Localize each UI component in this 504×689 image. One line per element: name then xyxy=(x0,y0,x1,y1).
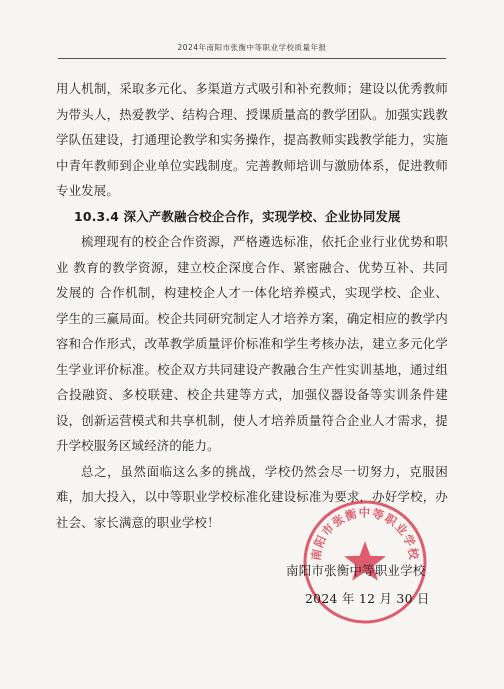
signature-date: 2024 年 12 月 30 日 xyxy=(305,591,430,606)
document-body xyxy=(56,76,448,535)
paragraph-conclusion: 总之，虽然面临这么多的挑战，学校仍然会尽一切努力，克服困难，加大投入，以中等职业学校标准化建设标准为要求，办好学校，办社会、家长满意的职业学校！ xyxy=(56,463,448,530)
section-heading: 10.3.4 深入产教融合校企合作，实现学校、企业协同发展 xyxy=(74,208,401,224)
paragraph-continuation: 用人机制，采取多元化、多渠道方式吸引和补充教师；建设以优秀教师为带头人，热爱教学、结构合理、授课质量高的教学团队。加强实践教学队伍建设，打通理论教学和实务操作，提高教师实践教学能力，实施中青年教师到企业单位实践制度。完善教师培训与激励体系，促进教师专业发展。 xyxy=(56,81,448,198)
running-header: 2024年南阳市张衡中等职业学校质量年报 xyxy=(177,43,327,52)
signature-block xyxy=(286,557,430,613)
header-divider xyxy=(58,58,446,59)
seal-text: 南阳市张衡中等职业学校 xyxy=(308,505,422,562)
paragraph-cooperation: 梳理现有的校企合作资源，严格遴选标准，依托企业行业优势和职业 教育的教学资源，建立校企深度合作、紧密融合、优势互补、共同发展的 合作机制，构建校企人才一体化培养模式，实现学校、企业、学生的三赢局面。校企共同研究制定人才培养方案，确定相应的教学内容和合作形式，改革教学质量评价标准和学生考核办法，建立多元化学生学业评价标准。校企双方共同建设产教融合生产性实训基地，通过组合投融资、多校联建、校企共建等方式，加强仪器设备等实训条件建设，创新运营模式和共享机制，使人才培养质量符合企业人才需求，提升学校服务区域经济的能力。 xyxy=(56,234,448,453)
signature-organization: 南阳市张衡中等职业学校 xyxy=(286,563,426,578)
